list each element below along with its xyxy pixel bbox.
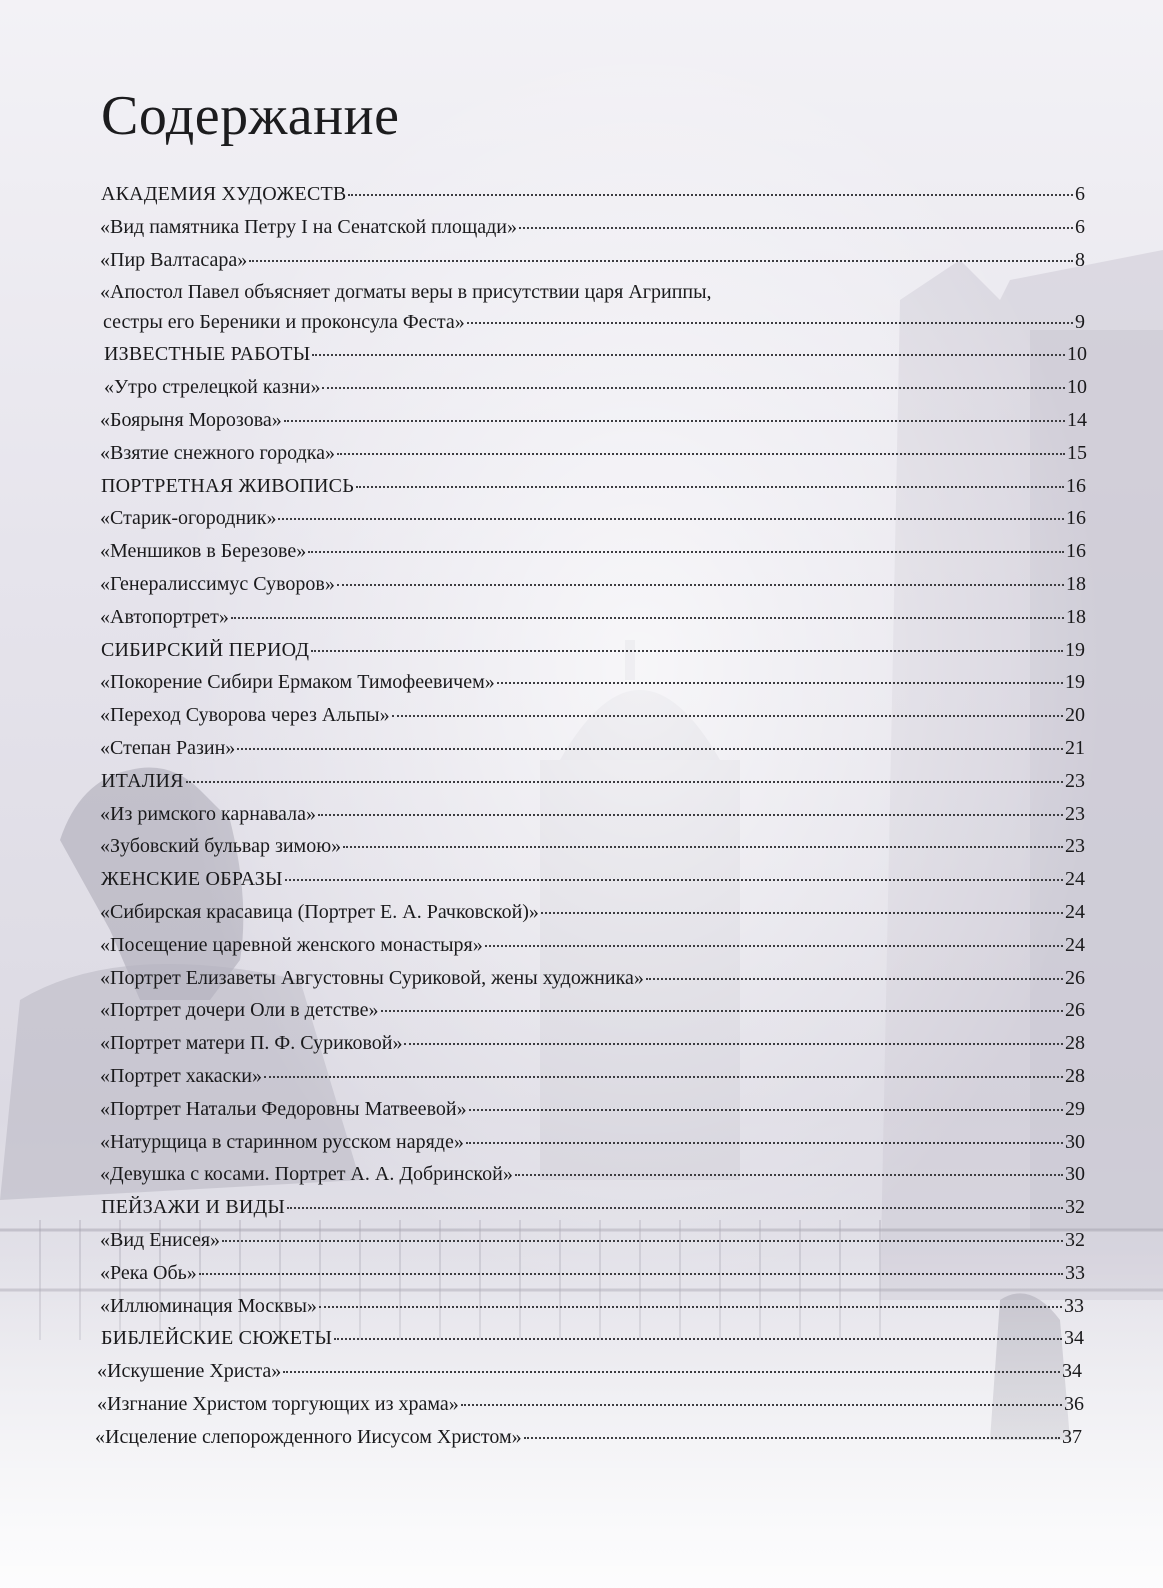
toc-page-number: 14: [1067, 408, 1087, 431]
dot-leader: [519, 225, 1073, 229]
toc-entry-row[interactable]: [0, 1126, 1085, 1159]
toc-entry-title: «Изгнание Христом торгующих из храма»: [97, 1392, 459, 1415]
toc-entry-title: «Искушение Христа»: [97, 1360, 282, 1383]
dot-leader: [283, 1369, 1060, 1373]
toc-entry-row[interactable]: [0, 896, 1085, 929]
toc-page-number: 23: [1065, 835, 1085, 858]
toc-entry-title: «Пир Валтасара»: [100, 248, 248, 271]
toc-page-number: 18: [1066, 605, 1086, 628]
page-title: Содержание: [101, 85, 400, 147]
dot-leader: [312, 352, 1065, 356]
toc-entry-title: «Взятие снежного городка»: [100, 441, 336, 464]
dot-leader: [461, 1402, 1062, 1406]
toc-section-row[interactable]: [0, 470, 1086, 503]
toc-entry-row[interactable]: [0, 666, 1085, 699]
toc-entry-title: «Старик-огородник»: [100, 507, 277, 530]
toc-entry-row[interactable]: [0, 211, 1085, 244]
dot-leader: [311, 648, 1063, 652]
dot-leader: [222, 1238, 1063, 1242]
toc-entry-row[interactable]: [0, 306, 1085, 338]
toc-entry-row[interactable]: [0, 699, 1085, 732]
dot-leader: [356, 484, 1064, 488]
toc-page-number: 30: [1065, 1163, 1085, 1186]
dot-leader: [231, 615, 1064, 619]
toc-section-row[interactable]: [0, 338, 1087, 371]
toc-page-number: 33: [1065, 1261, 1085, 1284]
toc-entry-title: «Портрет дочери Оли в детстве»: [100, 999, 379, 1022]
dot-leader: [515, 1172, 1063, 1176]
dot-leader: [284, 418, 1065, 422]
toc-entry-title: «Степан Разин»: [100, 736, 236, 759]
toc-entry-row[interactable]: [0, 535, 1086, 568]
toc-section-title: ИТАЛИЯ: [101, 769, 184, 792]
toc-entry-row[interactable]: [0, 929, 1085, 962]
dot-leader: [334, 1336, 1062, 1340]
toc-entry-row[interactable]: [0, 1388, 1084, 1421]
toc-entry-row[interactable]: [0, 437, 1087, 470]
dot-leader: [186, 779, 1063, 783]
toc-page-number: 9: [1075, 311, 1085, 334]
toc-entry-row[interactable]: [0, 1158, 1085, 1191]
toc-entry-title: «Генералиссимус Суворов»: [100, 572, 335, 595]
toc-entry-title: «Сибирская красавица (Портрет Е. А. Рачковской)»: [100, 900, 539, 923]
dot-leader: [392, 713, 1063, 717]
toc-entry-row[interactable]: [0, 1421, 1082, 1454]
toc-page-number: 8: [1075, 248, 1085, 271]
toc-section-row[interactable]: [0, 863, 1085, 896]
toc-entry-title: «Иллюминация Москвы»: [100, 1294, 317, 1317]
toc-page-number: 28: [1065, 1064, 1085, 1087]
toc-entry-row[interactable]: [0, 244, 1085, 277]
toc-entry-title: «Вид Енисея»: [100, 1228, 221, 1251]
toc-section-title: ПЕЙЗАЖИ И ВИДЫ: [101, 1196, 286, 1219]
toc-page-number: 24: [1065, 900, 1085, 923]
toc-entry-row[interactable]: [0, 1093, 1085, 1126]
toc-entry-row[interactable]: [0, 1224, 1085, 1257]
toc-entry-row[interactable]: [0, 1060, 1085, 1093]
toc-entry-row[interactable]: [0, 1290, 1084, 1323]
toc-section-title: АКАДЕМИЯ ХУДОЖЕСТВ: [101, 183, 347, 205]
toc-page-number: 16: [1066, 540, 1086, 563]
toc-entry-row[interactable]: [0, 732, 1085, 765]
toc-page-number: 36: [1064, 1392, 1084, 1415]
toc-entry-title: «Боярыня Морозова»: [100, 408, 282, 431]
toc-page-number: 37: [1062, 1425, 1082, 1448]
toc-page-number: 20: [1065, 704, 1085, 727]
toc-entry-row[interactable]: [0, 1355, 1082, 1388]
dot-leader: [497, 680, 1063, 684]
toc-entry-row[interactable]: [0, 1027, 1085, 1060]
toc-page-number: 6: [1075, 215, 1085, 238]
toc-entry-title: «Апостол Павел объясняет догматы веры в присутствии царя Агриппы,: [100, 281, 712, 304]
toc-entry-title: «Покорение Сибири Ермаком Тимофеевичем»: [100, 671, 495, 694]
toc-entry-title: «Портрет хакаски»: [100, 1064, 262, 1087]
toc-entry-title: «Река Обь»: [100, 1261, 197, 1284]
toc-entry-title: «Исцеление слепорожденного Иисусом Христом»: [95, 1425, 522, 1448]
toc-entry-title: «Девушка с косами. Портрет А. А. Добринской»: [100, 1163, 513, 1186]
dot-leader: [404, 1041, 1063, 1045]
dot-leader: [524, 1435, 1060, 1439]
toc-page-number: 34: [1064, 1327, 1084, 1350]
toc-page-number: 19: [1065, 671, 1085, 694]
toc-entry-row[interactable]: [0, 830, 1085, 863]
dot-leader: [343, 844, 1063, 848]
toc-entry-title: «Вид памятника Петру I на Сенатской площади»: [100, 215, 518, 238]
dot-leader: [319, 1304, 1062, 1308]
dot-leader: [308, 549, 1064, 553]
toc-page-number: 24: [1065, 868, 1085, 891]
toc-section-title: ЖЕНСКИЕ ОБРАЗЫ: [101, 868, 283, 891]
toc-page-number: 23: [1065, 802, 1085, 825]
toc-page-number: 32: [1065, 1228, 1085, 1251]
toc-entry-title: «Меншиков в Березове»: [100, 540, 307, 563]
dot-leader: [337, 451, 1065, 455]
toc-page-number: 21: [1065, 736, 1085, 759]
dot-leader: [646, 976, 1063, 980]
toc-entry-title: «Портрет Натальи Федоровны Матвеевой»: [100, 1097, 467, 1120]
toc-section-row[interactable]: [0, 1322, 1084, 1355]
toc-page-number: 30: [1065, 1130, 1085, 1153]
dot-leader: [467, 320, 1073, 324]
dot-leader: [264, 1074, 1063, 1078]
toc-entry-title: «Натурщица в старинном русском наряде»: [100, 1130, 464, 1153]
toc-page-number: 24: [1065, 933, 1085, 956]
toc-page-number: 29: [1065, 1097, 1085, 1120]
toc-section-row[interactable]: [0, 634, 1085, 667]
dot-leader: [285, 877, 1063, 881]
toc-entry-title: «Портрет матери П. Ф. Суриковой»: [100, 1032, 403, 1055]
dot-leader: [318, 812, 1063, 816]
dot-leader: [466, 1140, 1063, 1144]
toc-entry-title: «Из римского карнавала»: [100, 802, 316, 825]
toc-page-number: 10: [1067, 343, 1087, 366]
toc-page-number: 32: [1065, 1196, 1085, 1219]
toc-entry-row[interactable]: [0, 798, 1085, 831]
dot-leader: [199, 1271, 1063, 1275]
dot-leader: [541, 910, 1063, 914]
toc-section-row[interactable]: [0, 1191, 1085, 1224]
toc-page-number: 26: [1065, 999, 1085, 1022]
toc-page-number: 16: [1066, 474, 1086, 497]
toc-entry-title: «Утро стрелецкой казни»: [104, 376, 321, 399]
dot-leader: [287, 1205, 1063, 1209]
toc-entry-title: «Зубовский бульвар зимою»: [100, 835, 342, 858]
toc-entry-row[interactable]: [0, 601, 1086, 634]
toc-section-title: ИЗВЕСТНЫЕ РАБОТЫ: [104, 343, 311, 366]
dot-leader: [469, 1107, 1063, 1111]
dot-leader: [381, 1008, 1063, 1012]
toc-page-number: 26: [1065, 966, 1085, 989]
toc-page-number: 34: [1062, 1360, 1082, 1383]
dot-leader: [337, 582, 1064, 586]
toc-page-number: 33: [1064, 1294, 1084, 1317]
toc-page-number: 16: [1066, 507, 1086, 530]
toc-entry-row[interactable]: [0, 502, 1086, 535]
toc-section-title: ПОРТРЕТНАЯ ЖИВОПИСЬ: [101, 474, 354, 497]
toc-page-number: 15: [1067, 441, 1087, 464]
toc-section-row[interactable]: [0, 178, 1085, 211]
toc-entry-row[interactable]: [0, 404, 1087, 437]
toc-entry-title: сестры его Береники и проконсула Феста»: [103, 311, 465, 334]
dot-leader: [348, 192, 1073, 196]
toc-page-number: 23: [1065, 769, 1085, 792]
toc-section-title: БИБЛЕЙСКИЕ СЮЖЕТЫ: [101, 1327, 333, 1350]
toc-entry-row[interactable]: [0, 568, 1086, 601]
toc-section-title: СИБИРСКИЙ ПЕРИОД: [101, 638, 310, 661]
dot-leader: [485, 943, 1063, 947]
toc-entry-title: «Переход Суворова через Альпы»: [100, 704, 390, 727]
toc-page-number: 6: [1075, 183, 1085, 205]
dot-leader: [249, 258, 1073, 262]
toc-entry-title: «Автопортрет»: [100, 605, 229, 628]
dot-leader: [237, 746, 1063, 750]
toc-page-number: 28: [1065, 1032, 1085, 1055]
dot-leader: [322, 385, 1065, 389]
toc-section-row[interactable]: [0, 765, 1085, 798]
toc-entry-row[interactable]: [0, 1257, 1085, 1290]
toc-entry-row[interactable]: [0, 994, 1085, 1027]
toc-entry-title: «Посещение царевной женского монастыря»: [100, 933, 483, 956]
toc-page-number: 10: [1067, 376, 1087, 399]
toc-entry-title: «Портрет Елизаветы Августовны Суриковой, жены художника»: [100, 966, 644, 989]
toc-entry-row[interactable]: [0, 371, 1087, 404]
toc-page-number: 19: [1065, 638, 1085, 661]
toc-page-number: 18: [1066, 572, 1086, 595]
toc-list: [0, 178, 1163, 1453]
toc-entry-row[interactable]: [0, 962, 1085, 995]
dot-leader: [278, 516, 1064, 520]
toc-entry-row[interactable]: [0, 276, 1085, 306]
